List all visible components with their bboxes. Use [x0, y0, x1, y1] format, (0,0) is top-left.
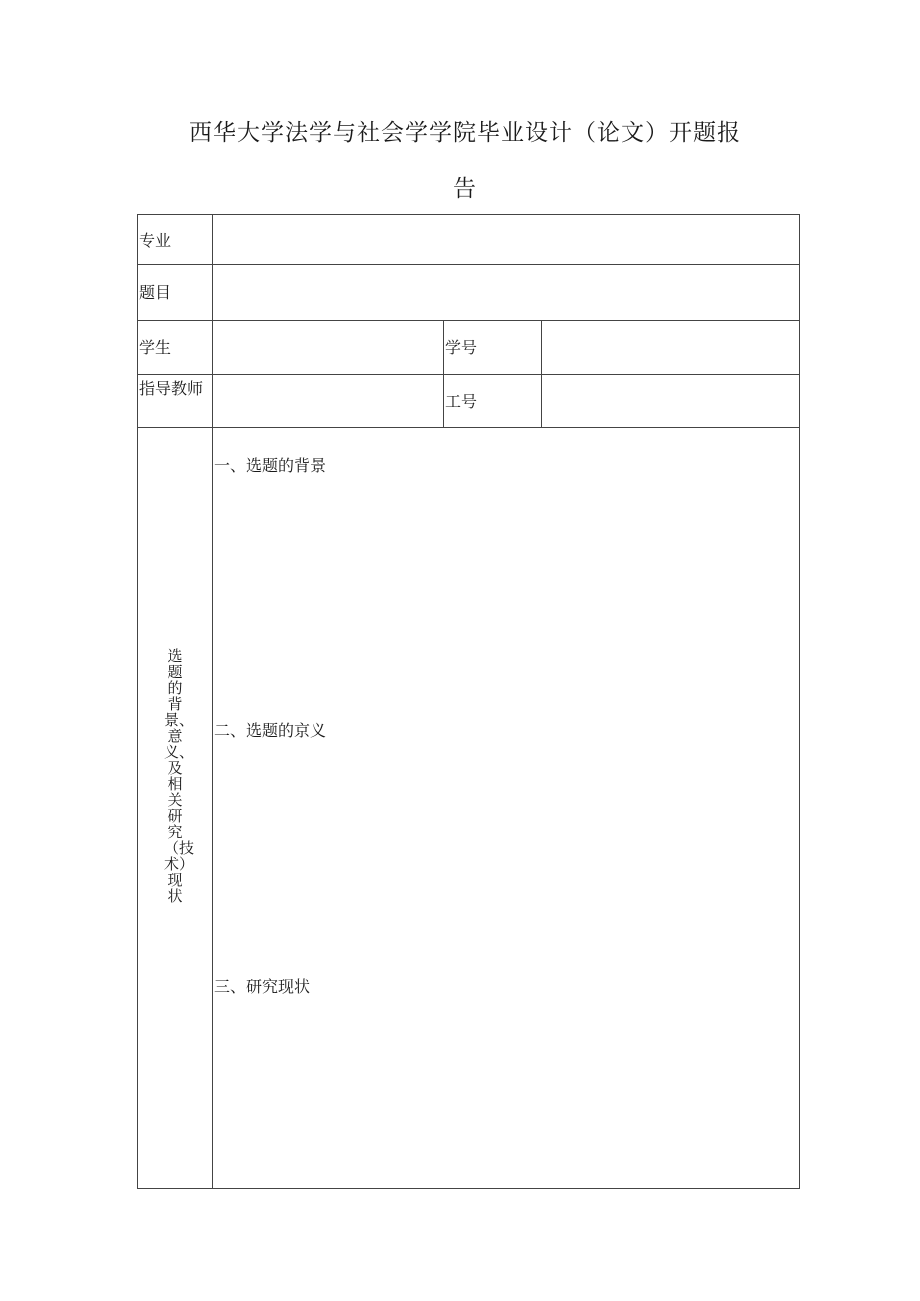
- table-border-left: [137, 214, 138, 1189]
- report-title-line-1: 西华大学法学与社会学学院毕业设计（论文）开题报: [189, 120, 741, 146]
- student-name-field[interactable]: [213, 321, 443, 374]
- section-heading-background: 一、选题的背景: [214, 456, 327, 475]
- research-status-text-area[interactable]: [213, 1006, 799, 1186]
- student-id-label: 学号: [445, 338, 478, 357]
- section-vertical-label: 选题的背景、意义、及相关研究（技术）现状: [164, 647, 195, 905]
- background-text-area[interactable]: [213, 485, 799, 713]
- student-label: 学生: [139, 338, 172, 357]
- topic-field[interactable]: [213, 265, 799, 320]
- staff-id-label: 工号: [445, 392, 478, 411]
- advisor-name-field[interactable]: [213, 375, 443, 427]
- report-title-line-2: 告: [453, 176, 477, 202]
- staff-id-field[interactable]: [542, 375, 799, 427]
- table-border-bottom: [137, 1188, 800, 1189]
- topic-label: 题目: [139, 283, 172, 302]
- table-border-right: [799, 214, 800, 1189]
- column-divider: [443, 320, 444, 428]
- advisor-label: 指导教师: [139, 379, 204, 398]
- student-id-field[interactable]: [542, 321, 799, 374]
- section-heading-research-status: 三、研究现状: [214, 977, 311, 996]
- major-field[interactable]: [213, 215, 799, 264]
- section-heading-significance: 二、选题的京义: [214, 721, 327, 740]
- major-label: 专业: [139, 231, 172, 250]
- row-divider: [137, 427, 800, 428]
- significance-text-area[interactable]: [213, 750, 799, 970]
